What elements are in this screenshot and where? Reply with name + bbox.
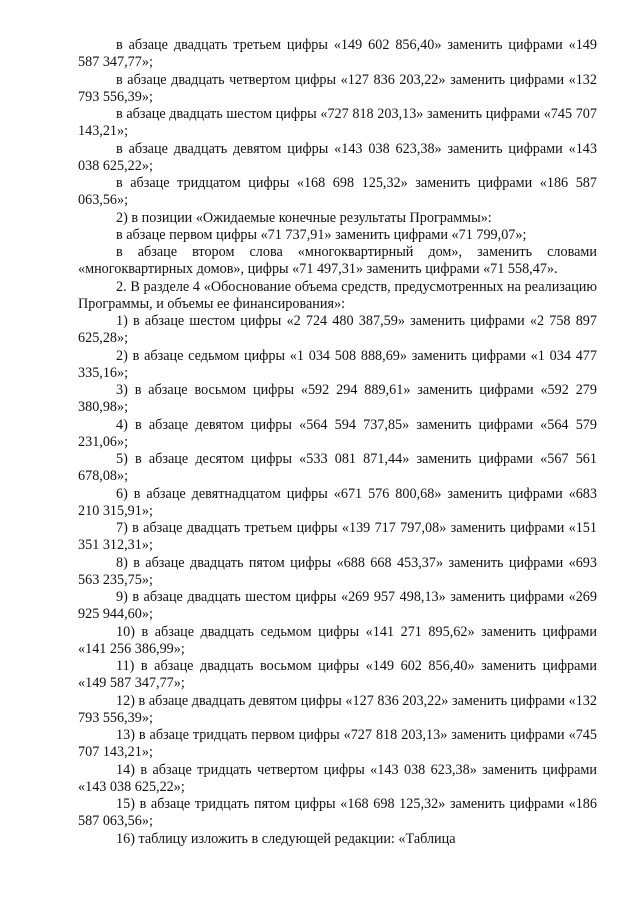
amendment-paragraph-1: в абзаце двадцать третьем цифры «149 602 856,40» заменить цифрами «149 587 347,77»; xyxy=(78,37,597,71)
numbered-item-3: 3) в абзаце восьмом цифры «592 294 889,61» заменить цифрами «592 279 380,98»; xyxy=(78,382,597,416)
amendment-paragraph-6: в абзаце первом цифры «71 737,91» заменить цифрами «71 799,07»; xyxy=(116,226,527,243)
numbered-item-10: 10) в абзаце двадцать седьмом цифры «141 271 895,62» заменить цифрами «141 256 386,99»; xyxy=(78,623,597,657)
numbered-item-13: 13) в абзаце тридцать первом цифры «727 818 203,13» заменить цифрами «745 707 143,21»; xyxy=(78,727,597,761)
numbered-item-6: 6) в абзаце девятнадцатом цифры «671 576 800,68» заменить цифрами «683 210 315,91»; xyxy=(78,485,597,519)
numbered-item-12: 12) в абзаце двадцать девятом цифры «127 836 203,22» заменить цифрами «132 793 556,39»; xyxy=(78,692,597,726)
numbered-item-1: 1) в абзаце шестом цифры «2 724 480 387,59» заменить цифрами «2 758 897 625,28»; xyxy=(78,313,597,347)
numbered-item-4: 4) в абзаце девятом цифры «564 594 737,85» заменить цифрами «564 579 231,06»; xyxy=(78,416,597,450)
section-item-heading: 2) в позиции «Ожидаемые конечные результаты Программы»: xyxy=(116,209,492,226)
amendment-paragraph-7: в абзаце втором слова «многоквартирный дом», заменить словами «многоквартирных домов», цифры «71 497,31» заменить цифрами «71 558,47». xyxy=(78,244,597,278)
section-heading: 2. В разделе 4 «Обоснование объема средств, предусмотренных на реализацию Программы, и объемы ее финансирования»: xyxy=(78,278,597,312)
numbered-item-16: 16) таблицу изложить в следующей редакции: «Таблица xyxy=(116,830,456,847)
numbered-item-7: 7) в абзаце двадцать третьем цифры «139 717 797,08» заменить цифрами «151 351 312,31»; xyxy=(78,520,597,554)
numbered-item-9: 9) в абзаце двадцать шестом цифры «269 957 498,13» заменить цифрами «269 925 944,60»; xyxy=(78,589,597,623)
numbered-item-5: 5) в абзаце десятом цифры «533 081 871,44» заменить цифрами «567 561 678,08»; xyxy=(78,451,597,485)
numbered-item-2: 2) в абзаце седьмом цифры «1 034 508 888,69» заменить цифрами «1 034 477 335,16»; xyxy=(78,347,597,381)
document-page xyxy=(78,37,597,848)
numbered-item-15: 15) в абзаце тридцать пятом цифры «168 698 125,32» заменить цифрами «186 587 063,56»; xyxy=(78,796,597,830)
numbered-item-14: 14) в абзаце тридцать четвертом цифры «143 038 623,38» заменить цифрами «143 038 625,22»; xyxy=(78,761,597,795)
amendment-paragraph-4: в абзаце двадцать девятом цифры «143 038 623,38» заменить цифрами «143 038 625,22»; xyxy=(78,140,597,174)
numbered-item-11: 11) в абзаце двадцать восьмом цифры «149 602 856,40» заменить цифрами «149 587 347,77»; xyxy=(78,658,597,692)
amendment-paragraph-2: в абзаце двадцать четвертом цифры «127 836 203,22» заменить цифрами «132 793 556,39»; xyxy=(78,71,597,105)
amendment-paragraph-3: в абзаце двадцать шестом цифры «727 818 203,13» заменить цифрами «745 707 143,21»; xyxy=(78,106,597,140)
amendment-paragraph-5: в абзаце тридцатом цифры «168 698 125,32» заменить цифрами «186 587 063,56»; xyxy=(78,175,597,209)
numbered-item-8: 8) в абзаце двадцать пятом цифры «688 668 453,37» заменить цифрами «693 563 235,75»; xyxy=(78,554,597,588)
